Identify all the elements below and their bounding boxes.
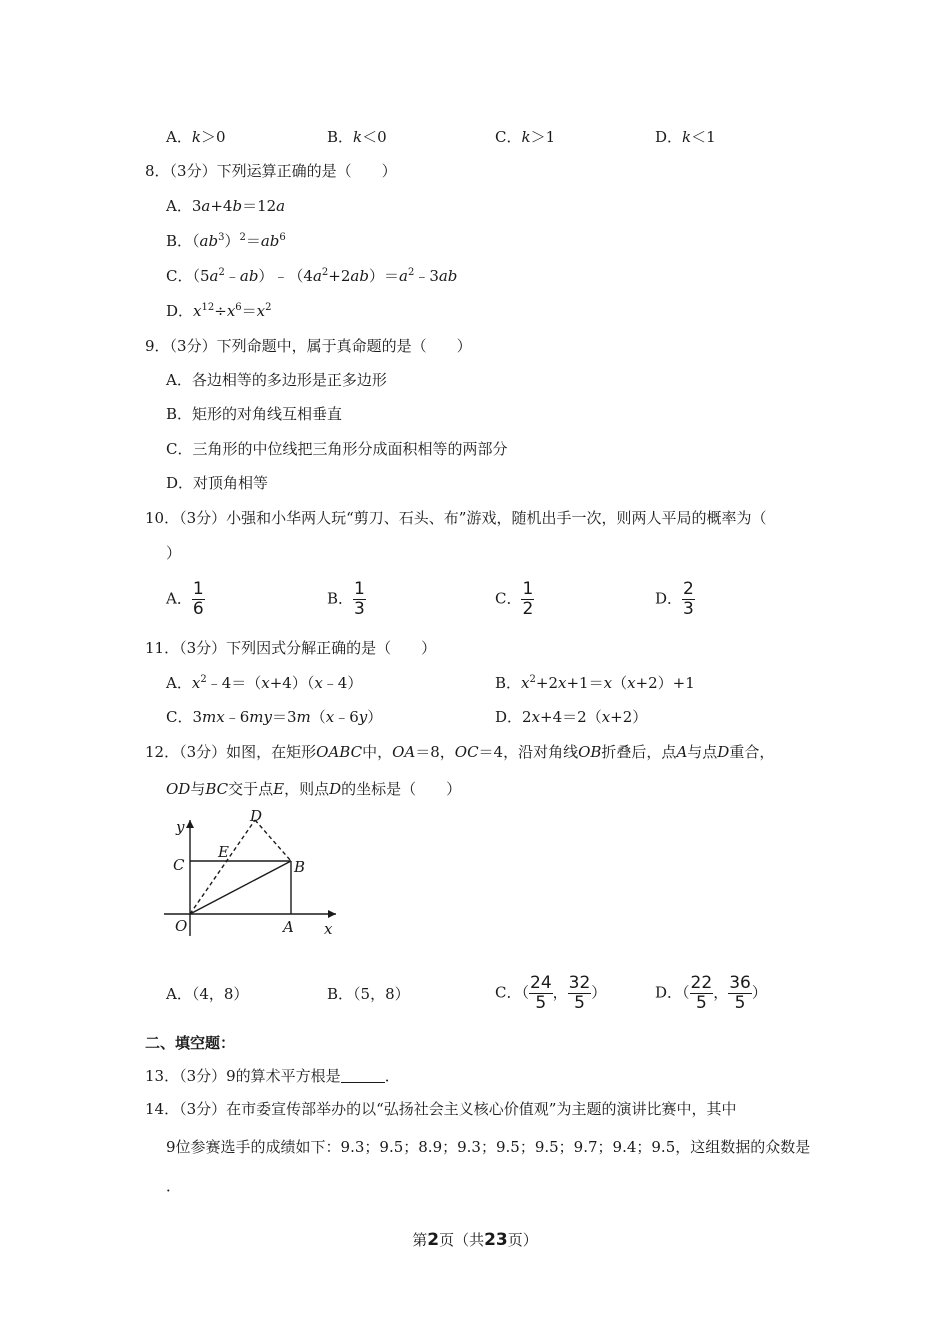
label-d: D: [250, 808, 263, 825]
q10-option-d: D． $\frac{2}{3}$: [655, 579, 694, 619]
label-x: x: [324, 920, 333, 938]
q12-option-c: C．（ $\frac{24}{5}$ ， $\frac{32}{5}$ ）: [495, 973, 607, 1013]
q11-option-b: B．$x^2+2x+1=x(x+2)+1$: [495, 674, 695, 692]
q7-option-d: D．k＜1: [655, 128, 716, 146]
fraction: $\frac{36}{5}$: [729, 973, 751, 1013]
q8-stem: 8．（3分）下列运算正确的是（ ）: [145, 162, 397, 180]
q8-option-d: D．$x^{12}\div x^6=x^2$: [166, 302, 272, 320]
fraction: $\frac{2}{3}$: [683, 579, 694, 619]
q12-figure: [160, 808, 350, 940]
label-o: O: [175, 917, 188, 935]
section-heading: 二、填空题：: [145, 1034, 236, 1052]
q13-stem: 13．（3分）9的算术平方根是 ．: [145, 1067, 400, 1085]
q10-stem-line1: 10．（3分）小强和小华两人玩“剪刀、石头、布”游戏，随机出手一次，则两人平局的概率为（: [145, 509, 767, 527]
q8-option-b: B．$(ab^3)^2=ab^6$: [166, 232, 286, 250]
q8-option-c: C．$(5a^2﹣ab)﹣(4a^2+2ab)=a^2﹣3ab$: [166, 267, 458, 285]
q12-stem-line2: OD与BC交于点E，则点D的坐标是（ ）: [166, 780, 462, 798]
q10-option-c: C． $\frac{1}{2}$: [495, 579, 534, 619]
q14-line3: ．: [166, 1177, 182, 1195]
q9-option-c: C．三角形的中位线把三角形分成面积相等的两部分: [166, 440, 508, 458]
q14-line2: 9位参赛选手的成绩如下：9.3；9.5；8.9；9.3；9.5；9.5；9.7；9.4；9.5，这组数据的众数是: [166, 1138, 811, 1156]
q12-option-d: D．（ $\frac{22}{5}$ ， $\frac{36}{5}$ ）: [655, 973, 767, 1013]
fraction: $\frac{1}{2}$: [522, 579, 534, 619]
dashed-od: [190, 820, 255, 914]
answer-blank: [341, 1068, 385, 1083]
label-a: A: [283, 918, 294, 936]
q9-stem: 9．（3分）下列命题中，属于真命题的是（ ）: [145, 337, 472, 355]
label-y: y: [176, 818, 185, 836]
q14-line1: 14．（3分）在市委宣传部举办的以“弘扬社会主义核心价值观”为主题的演讲比赛中，其中: [145, 1100, 737, 1118]
q7-option-b: B．k＜0: [327, 128, 387, 146]
q9-option-d: D．对顶角相等: [166, 474, 269, 492]
q11-option-a: A．$x^2﹣4=(x+4)(x﹣4)$: [166, 674, 363, 692]
q7-option-c: C．k＞1: [495, 128, 556, 146]
fraction: $\frac{22}{5}$: [690, 973, 713, 1013]
q11-option-c: C．3mx﹣6my＝3m（x﹣6y）: [166, 708, 383, 726]
x-axis-arrow: [328, 910, 336, 918]
q9-option-b: B．矩形的对角线互相垂直: [166, 405, 343, 423]
fraction: $\frac{1}{6}$: [192, 579, 204, 619]
q10-option-a: A． $\frac{1}{6}$: [166, 579, 204, 619]
page-footer: 第2页（共23页）: [412, 1230, 538, 1250]
fraction: $\frac{32}{5}$: [568, 973, 591, 1013]
q10-option-b: B． $\frac{1}{3}$: [327, 579, 365, 619]
q12-option-a: A．（4，8）: [166, 985, 249, 1003]
q8-option-a: A．3a+4b＝12a: [166, 197, 286, 215]
q11-stem: 11．（3分）下列因式分解正确的是（ ）: [145, 639, 437, 657]
q12-stem-line1: 12．（3分）如图，在矩形OABC中，OA＝8，OC＝4，沿对角线OB折叠后，点A与点D重合，: [145, 743, 775, 761]
q11-option-d: D．2x+4＝2（x+2）: [495, 708, 648, 726]
q7-option-a: A．k＞0: [166, 128, 226, 146]
label-e: E: [218, 843, 229, 861]
fraction: $\frac{24}{5}$: [530, 973, 552, 1013]
fraction: $\frac{1}{3}$: [354, 579, 365, 619]
diagonal-ob: [190, 861, 291, 914]
q12-option-b: B．（5，8）: [327, 985, 410, 1003]
y-axis-arrow: [186, 820, 194, 828]
q9-option-a: A．各边相等的多边形是正多边形: [166, 371, 387, 389]
q10-stem-line2: ）: [166, 544, 182, 562]
label-b: B: [294, 858, 306, 876]
label-c: C: [173, 856, 185, 874]
dashed-db: [255, 820, 291, 861]
